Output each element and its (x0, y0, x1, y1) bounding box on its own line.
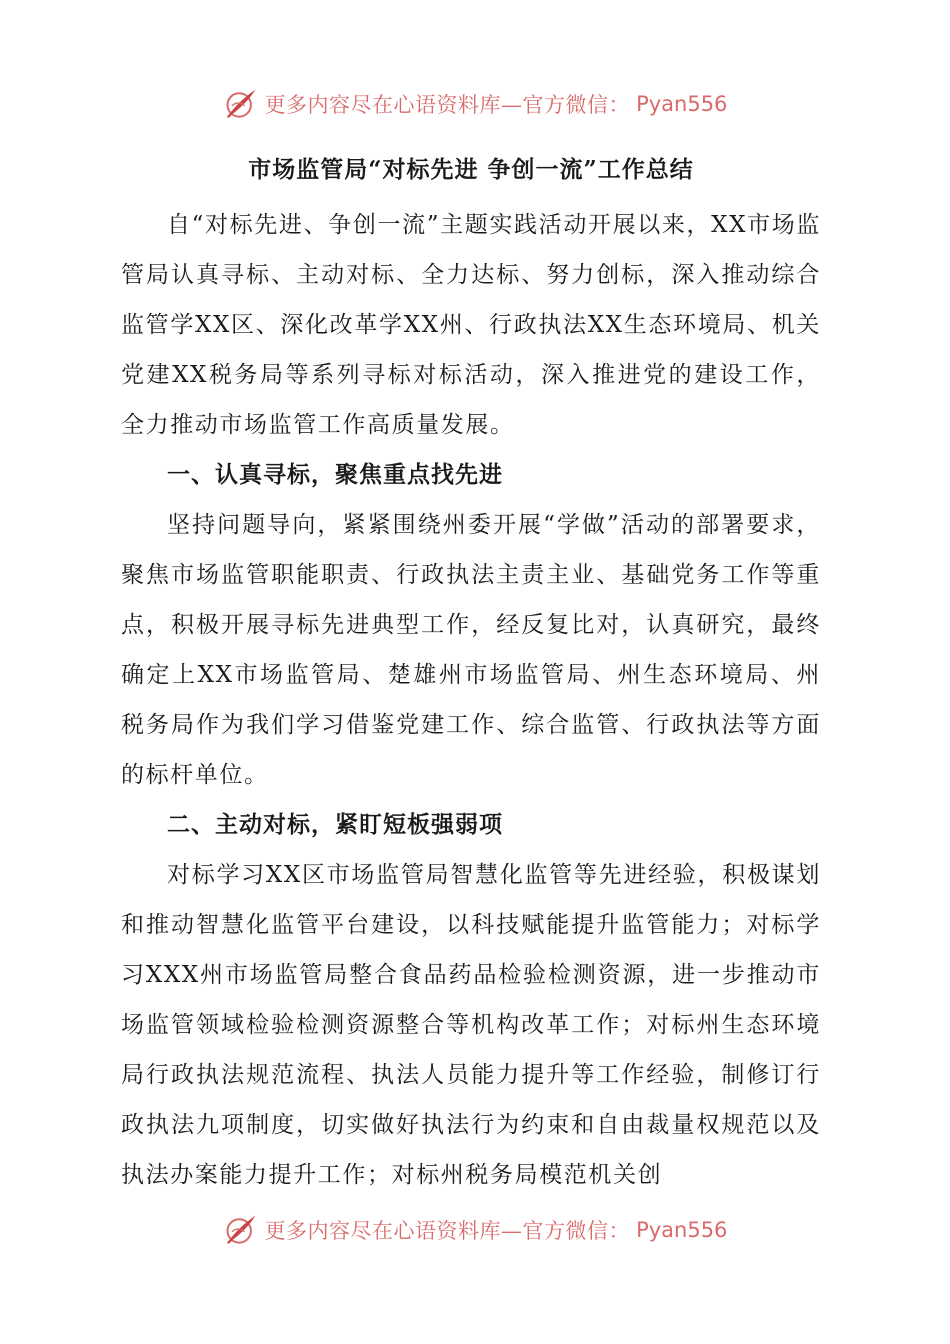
document-title: 市场监管局“对标先进 争创一流”工作总结 (248, 156, 694, 183)
quill-pen-logo-icon (223, 86, 259, 122)
document-body (121, 150, 821, 1200)
section-paragraph: 对标学习XX区市场监管局智慧化监管等先进经验，积极谋划和推动智慧化监管平台建设，以科技赋能提升监管能力；对标学习XXX州市场监管局整合食品药品检验检测资源，进一步推动市场监管领域检验检测资源整合等机构改革工作；对标州生态环境局行政执法规范流程、执法人员能力提升等工作经验，制修订行政执法九项制度，切实做好执法行为约束和自由裁量权规范以及执法办案能力提升工作；对标州税务局模范机关创 (121, 862, 821, 1188)
watermark-text: 更多内容尽在心语资料库—官方微信： (264, 93, 631, 117)
watermark-code: Pyan556 (636, 1218, 728, 1242)
watermark-code: Pyan556 (636, 92, 728, 116)
quill-pen-logo-icon (223, 1212, 259, 1248)
section-heading: 二、主动对标，紧盯短板强弱项 (167, 811, 503, 838)
watermark-footer (0, 1208, 950, 1252)
section-heading: 一、认真寻标，聚焦重点找先进 (167, 461, 503, 488)
section-paragraph: 坚持问题导向，紧紧围绕州委开展“学做”活动的部署要求，聚焦市场监管职能职责、行政执法主责主业、基础党务工作等重点，积极开展寻标先进典型工作，经反复比对，认真研究，最终确定上XX市场监管局、楚雄州市场监管局、州生态环境局、州税务局作为我们学习借鉴党建工作、综合监管、行政执法等方面的标杆单位。 (121, 512, 821, 788)
intro-paragraph: 自“对标先进、争创一流”主题实践活动开展以来，XX市场监管局认真寻标、主动对标、全力达标、努力创标，深入推动综合监管学XX区、深化改革学XX州、行政执法XX生态环境局、机关党建XX税务局等系列寻标对标活动，深入推进党的建设工作，全力推动市场监管工作高质量发展。 (121, 212, 821, 438)
watermark-header (0, 82, 950, 126)
watermark-text: 更多内容尽在心语资料库—官方微信： (264, 1219, 631, 1243)
